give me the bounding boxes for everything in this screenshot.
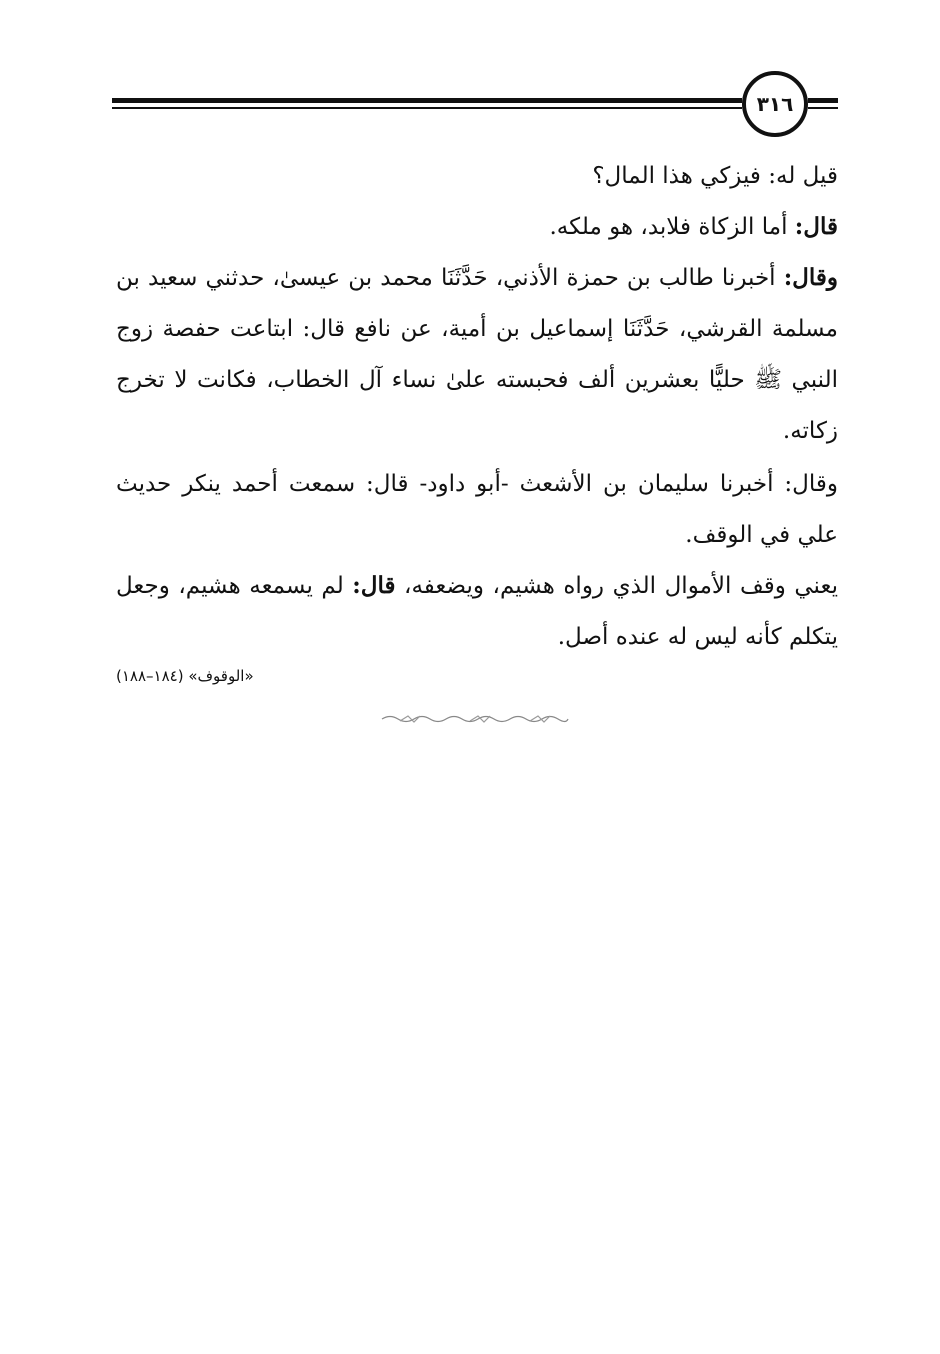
- paragraph-5-text: يعني وقف الأموال الذي رواه هشيم، ويضعفه،: [395, 573, 838, 599]
- header-rule: [112, 98, 742, 103]
- paragraph-1: [116, 150, 838, 202]
- paragraph-2-lead: قال:: [794, 213, 838, 240]
- paragraph-4-text: وقال: أخبرنا سليمان بن الأشعث -أبو داود- قال: سمعت أحمد ينكر حديث علي في الوقف.: [116, 471, 838, 548]
- page-number-badge: [742, 71, 808, 137]
- page-number: ٣١٦: [756, 92, 794, 116]
- header-rule-cap: [808, 98, 838, 103]
- header-rule-cap-thin: [808, 107, 838, 109]
- paragraph-3-lead: وقال:: [783, 264, 838, 291]
- paragraph-3: [116, 252, 838, 457]
- paragraph-5-bold: قال:: [352, 572, 396, 599]
- paragraph-4: [116, 458, 838, 561]
- paragraph-5-text-after: لم يسمعه هشيم، وجعل يتكلم كأنه ليس له عنده أصل.: [116, 573, 838, 650]
- paragraph-2: [116, 201, 838, 253]
- paragraph-2-text: أما الزكاة فلابد، هو ملكه.: [549, 214, 795, 240]
- paragraph-3-text: أخبرنا طالب بن حمزة الأذني، حَدَّثَنَا محمد بن عيسىٰ، حدثني سعيد بن مسلمة القرشي، حَدَّثَنَا إسماعيل بن أمية، عن نافع قال: ابتاعت حفصة زوج النبي ﷺ حليًّا بعشرين ألف فحبسته علىٰ نساء آل الخطاب، فكانت لا تخرج زكاته.: [116, 265, 838, 444]
- header-rule-thin: [112, 107, 742, 109]
- paragraph-5: [116, 560, 838, 663]
- paragraph-1-text: قيل له: فيزكي هذا المال؟: [592, 163, 838, 189]
- source-citation: «الوقوف» (١٨٤–١٨٨): [116, 667, 254, 685]
- section-divider-ornament-icon: [380, 712, 570, 726]
